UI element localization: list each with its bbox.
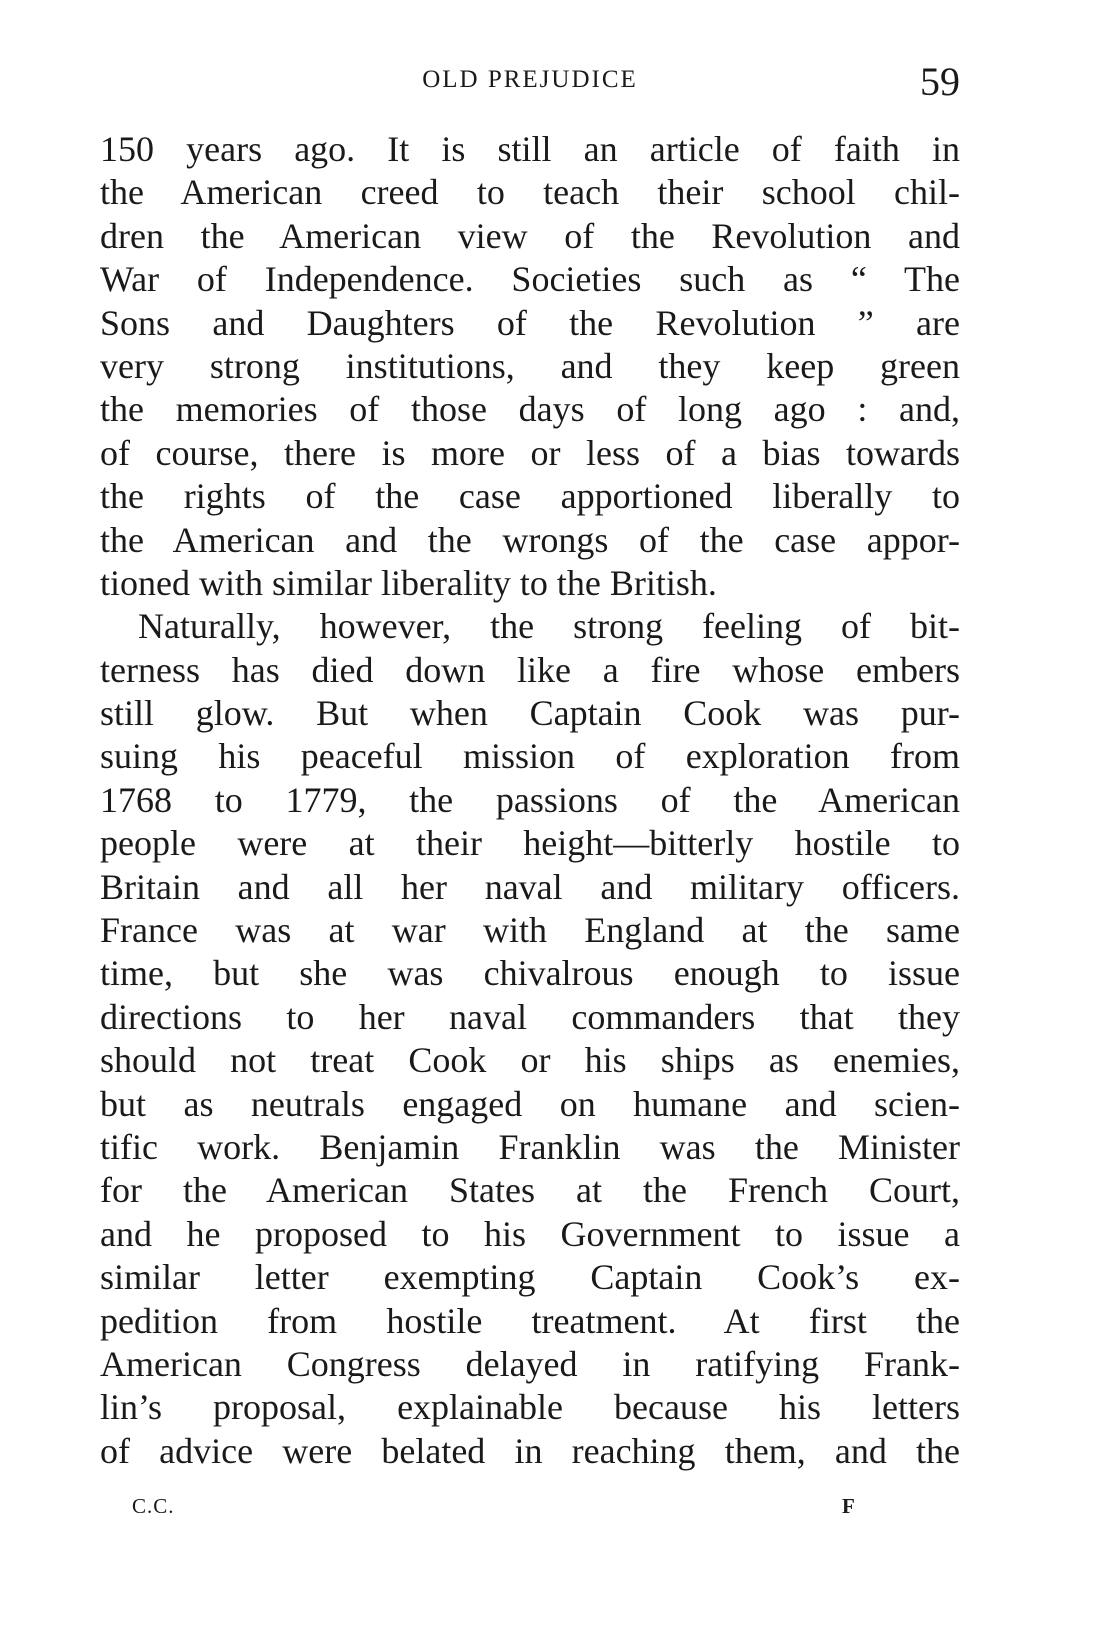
text-line: the American and the wrongs of the case appor- xyxy=(100,519,960,560)
text-line: France was at war with England at the same xyxy=(100,910,960,951)
text-line: time, but she was chivalrous enough to issue xyxy=(100,953,960,994)
text-line: pedition from hostile treatment. At first the xyxy=(100,1300,960,1341)
text-line: but as neutrals engaged on humane and scien- xyxy=(100,1083,960,1124)
text-line: suing his peaceful mission of exploration from xyxy=(100,736,960,777)
paragraph-start-line: Naturally, however, the strong feeling of bit- xyxy=(138,606,960,647)
text-line: tific work. Benjamin Franklin was the Minister xyxy=(100,1126,960,1167)
text-line: still glow. But when Captain Cook was pur- xyxy=(100,693,960,734)
text-line: very strong institutions, and they keep green xyxy=(100,345,960,386)
text-line: War of Independence. Societies such as “ The xyxy=(100,259,960,300)
text-line: the memories of those days of long ago : and, xyxy=(100,389,960,430)
text-line: the American creed to teach their school chil- xyxy=(100,172,960,213)
text-line: terness has died down like a fire whose embers xyxy=(100,649,960,690)
text-line: similar letter exempting Captain Cook’s ex- xyxy=(100,1257,960,1298)
text-line: the rights of the case apportioned liberally to xyxy=(100,476,960,517)
gathering-mark: F xyxy=(842,1494,855,1518)
page-number: 59 xyxy=(920,59,960,104)
text-line: of advice were belated in reaching them, and the xyxy=(100,1430,960,1471)
paragraph-end-line: tioned with similar liberality to the British. xyxy=(100,562,717,603)
text-line: lin’s proposal, explainable because his letters xyxy=(100,1387,960,1428)
text-line: American Congress delayed in ratifying Frank- xyxy=(100,1343,960,1384)
running-title: OLD PREJUDICE xyxy=(422,66,638,93)
text-line: Sons and Daughters of the Revolution ” are xyxy=(100,302,960,343)
text-line: of course, there is more or less of a bias towards xyxy=(100,432,960,473)
page-footer xyxy=(100,1494,960,1524)
signature-mark: C.C. xyxy=(132,1494,175,1518)
text-line: and he proposed to his Government to issue a xyxy=(100,1213,960,1254)
text-line: people were at their height—bitterly hostile to xyxy=(100,823,960,864)
text-line: Britain and all her naval and military officers. xyxy=(100,866,960,907)
text-line: 1768 to 1779, the passions of the American xyxy=(100,779,960,820)
running-head xyxy=(100,58,960,108)
text-line: should not treat Cook or his ships as enemies, xyxy=(100,1040,960,1081)
text-line: 150 years ago. It is still an article of faith in xyxy=(100,129,960,169)
text-line: dren the American view of the Revolution and xyxy=(100,215,960,256)
text-line: directions to her naval commanders that they xyxy=(100,996,960,1037)
body-text xyxy=(100,128,960,1473)
text-line: for the American States at the French Court, xyxy=(100,1170,960,1211)
